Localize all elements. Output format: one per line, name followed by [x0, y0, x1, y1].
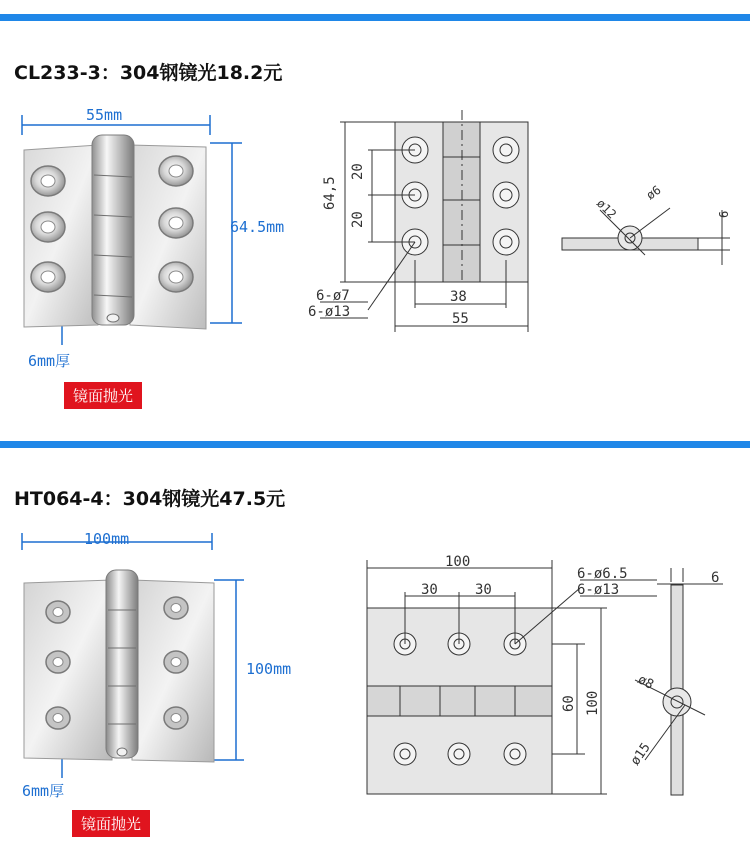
dim-hole-small-text: 6-ø7	[316, 288, 350, 304]
dim-hole-small-text-2: 6-ø6.5	[577, 566, 628, 582]
width-dimension-label-2: 100mm	[84, 530, 130, 548]
finish-badge: 镜面抛光	[64, 382, 142, 409]
dim-pitch-b-text-2: 30	[475, 582, 492, 598]
dim-hole-large-text: 6-ø13	[308, 304, 351, 320]
knuckle-outer-text: ø12	[593, 196, 620, 222]
dim-thickness-text-2: 6	[711, 570, 720, 586]
technical-drawing-ht064	[345, 540, 750, 805]
knuckle-pin-text-2: ø8	[635, 672, 656, 693]
product-title-cl233: CL233-3：304钢镜光18.2元	[14, 62, 283, 84]
product-title-ht064: HT064-4：304钢镜光47.5元	[14, 488, 286, 510]
dim-hole-span-text-2: 60	[561, 695, 577, 712]
technical-drawing-cl233	[300, 100, 750, 340]
dim-pitch-a-text-2: 30	[421, 582, 438, 598]
dim-pitch-a-text: 20	[350, 163, 366, 180]
finish-badge-2: 镜面抛光	[72, 810, 150, 837]
section-divider-top	[0, 14, 750, 21]
dim-width-text-2: 100	[445, 554, 471, 570]
hinge-photo-ht064	[14, 528, 304, 778]
height-dimension-label: 64.5mm	[230, 218, 285, 236]
dim-width-text: 55	[452, 311, 469, 327]
thickness-label-2: 6mm厚	[22, 782, 65, 800]
dim-thickness-text: 6	[717, 210, 731, 218]
knuckle-outer-text-2: ø15	[627, 740, 654, 769]
thickness-label: 6mm厚	[28, 352, 71, 370]
knuckle-pin-text: ø6	[643, 182, 664, 203]
section-divider-middle	[0, 441, 750, 448]
dim-hole-large-text-2: 6-ø13	[577, 582, 620, 598]
width-dimension-label: 55mm	[86, 106, 123, 124]
dim-height-text-2: 100	[585, 690, 601, 716]
dim-height-text: 64,5	[322, 176, 338, 210]
dim-hole-span-text: 38	[450, 289, 467, 305]
height-dimension-label-2: 100mm	[246, 660, 292, 678]
dim-pitch-b-text: 20	[350, 211, 366, 228]
